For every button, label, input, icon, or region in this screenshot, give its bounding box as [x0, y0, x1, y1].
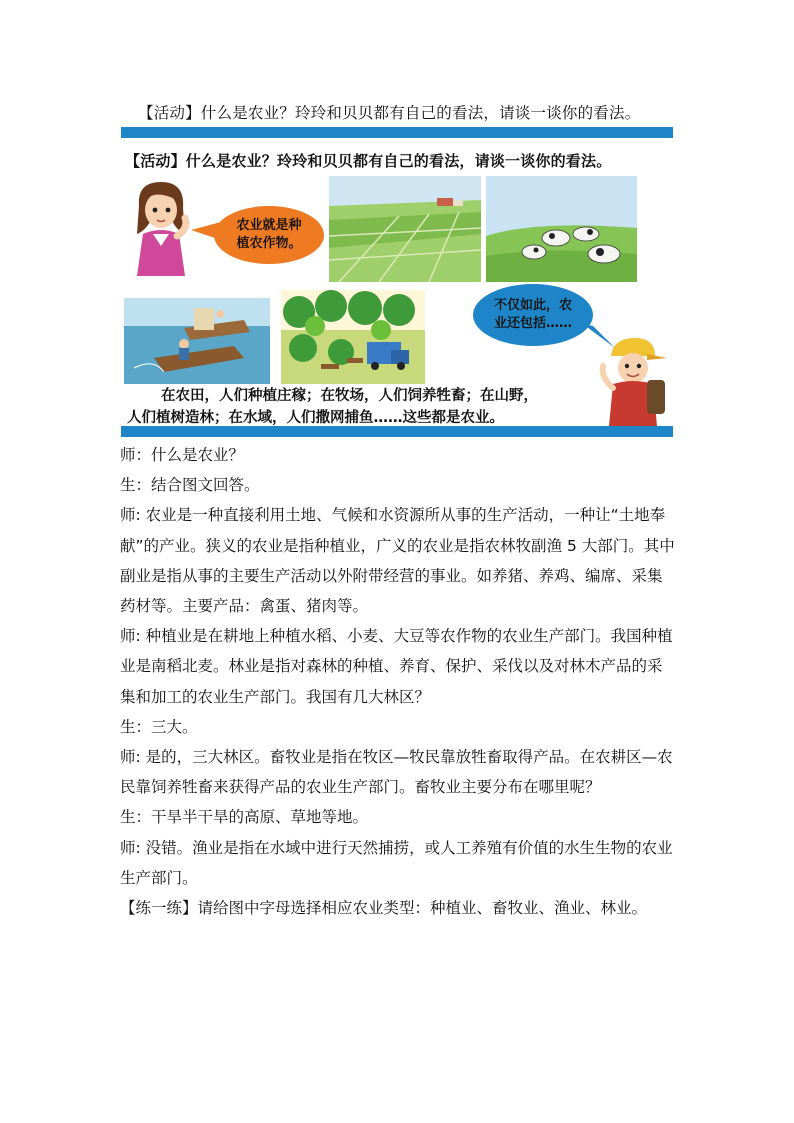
figure-caption-line-1: 在农田，人们种植庄稼；在牧场，人们饲养牲畜；在山野，: [161, 388, 538, 404]
speech-bubble-left-text: 农业就是种 植农作物。: [236, 218, 302, 251]
figure-caption-line-2: 人们植树造林；在水域，人们撒网捕鱼……这些都是农业。: [127, 410, 504, 426]
speech-bubble-left: [214, 206, 324, 264]
activity-heading: 【活动】什么是农业？玲玲和贝贝都有自己的看法，请谈一谈你的看法。: [138, 104, 641, 122]
speech-bubble-right: [473, 284, 593, 346]
speech-bubble-right-text: 不仅如此，农 业还包括……: [493, 298, 572, 331]
farmland-illustration: [329, 176, 481, 282]
forestry-illustration: [281, 290, 425, 384]
top-blue-band: [121, 127, 673, 138]
dialogue-line: 师：什么是农业？: [120, 446, 245, 464]
boy-character-icon: [595, 336, 669, 426]
dialogue-line: 生：结合图文回答。: [120, 476, 260, 495]
dialogue-line: 师: 没错。渔业是指在水域中进行天然捕捞，或人工养殖有价值的水生生物的农业生产部门。: [120, 838, 673, 887]
figure-title: 【活动】什么是农业？玲玲和贝贝都有自己的看法，请谈一谈你的看法。: [125, 152, 612, 170]
exercise-prompt: 【练一练】请给图中字母选择相应农业类型：种植业、畜牧业、渔业、林业。: [120, 899, 648, 918]
dialogue-line: 师: 是的，三大林区。畜牧业是指在牧区—牧民靠放牲畜取得产品。在农耕区—农民靠饲养牲畜来获得产品的农业生产部门。畜牧业主要分布在哪里呢？: [120, 748, 673, 797]
dialogue-line: 生：三大。: [120, 717, 198, 736]
bottom-blue-band: [121, 426, 673, 437]
dialogue-line: 生：干旱半干旱的高原、草地等地。: [120, 808, 369, 827]
girl-character-icon: [123, 176, 199, 276]
dialogue-line: 师: 种植业是在耕地上种植水稻、小麦、大豆等农作物的农业生产部门。我国种植业是南稻北麦。林业是指对森林的种植、养育、保护、采伐以及对林木产品的采集和加工的农业生产部门。我国有几大林区？: [120, 627, 673, 706]
fishing-illustration: [124, 298, 270, 384]
pasture-illustration: [486, 176, 637, 282]
dialogue-text: [120, 440, 675, 923]
activity-figure: [121, 138, 673, 426]
dialogue-line: 师: 农业是一种直接利用土地、气候和水资源所从事的生产活动，一种让“土地奉献”的产业。狭义的农业是指种植业，广义的农业是指农林牧副渔 5 大部门。其中副业是指从事的主要生产活动以外附带经营的事业。如养猪、养鸡、编席、采集药材等。主要产品：禽蛋、猪肉等。: [120, 506, 675, 616]
